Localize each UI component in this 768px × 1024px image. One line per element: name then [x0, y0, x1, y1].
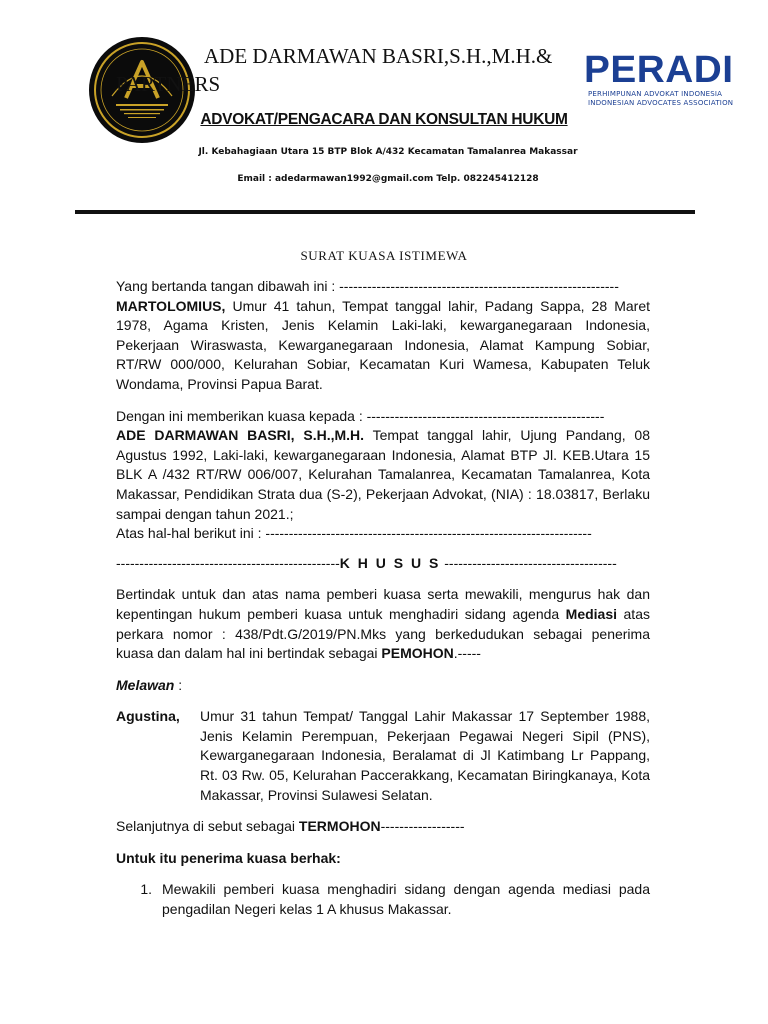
firm-contact: [0, 174, 768, 184]
termohon-text-a: Selanjutnya di sebut sebagai: [116, 818, 299, 835]
termohon-line: [116, 817, 650, 837]
grantee-intro: Dengan ini memberikan kuasa kepada : ---------------------------------------------------: [116, 407, 605, 424]
termohon-role: TERMOHON: [298, 818, 381, 835]
firm-contact-text: Email : adedarmawan1992@gmail.com Telp. 082245412128: [237, 174, 539, 184]
document-body: [116, 277, 650, 920]
peradi-subtitle-id: PERHIMPUNAN ADVOKAT INDONESIA: [588, 90, 723, 98]
versus-colon: :: [174, 676, 183, 693]
grantor-paragraph: [116, 297, 650, 395]
opponent-name: Agustina,: [116, 708, 180, 725]
grantor-intro: Yang bertanda tangan dibawah ini : ------------------------------------------------------------: [116, 278, 619, 294]
document-title: SURAT KUASA ISTIMEWA: [300, 248, 468, 263]
peradi-subtitle-en: INDONESIAN ADVOCATES ASSOCIATION: [588, 99, 734, 107]
grantee-paragraph: [116, 426, 650, 524]
rights-heading-text: Untuk itu penerima kuasa berhak:: [116, 849, 341, 866]
firm-name: [116, 42, 586, 98]
rights-heading: [116, 849, 650, 869]
khusus-word: K H U S U S: [339, 554, 441, 571]
mandate-role: PEMOHON: [381, 645, 454, 662]
peradi-logo: [584, 49, 734, 112]
firm-address: [0, 147, 768, 157]
letterhead-divider: [75, 210, 695, 214]
versus-line: [116, 676, 650, 696]
mandate-paragraph: [116, 585, 650, 663]
mandate-text-a: Bertindak untuk dan atas nama pemberi kuasa serta mewakili, mengurus hak dan kepentingan hukum pemberi kuasa untuk menghadiri sidang agenda: [116, 586, 650, 622]
grantee-name: ADE DARMAWAN BASRI, S.H.,M.H.: [116, 427, 365, 444]
mandate-agenda: Mediasi: [565, 605, 618, 622]
firm-address-text: Jl. Kebahagiaan Utara 15 BTP Blok A/432 Kecamatan Tamalanrea Makassar: [198, 147, 578, 157]
mandate-text-c: .-----: [453, 645, 481, 662]
firm-name-line1: ADE DARMAWAN BASRI,S.H.,M.H.&: [204, 44, 553, 68]
firm-name-line2: PARTNERS: [116, 72, 221, 96]
opponent-details: Umur 31 tahun Tempat/ Tanggal Lahir Makassar 17 September 1988, Jenis Kelamin Perempuan, Pekerjaan Pegawai Negeri Sipil (PNS), Kewarganegaraan Indonesia, Beralamat di Jl Katimbang Lr Pappang, Rt. 03 Rw. 05, Kelurahan Paccerakkang, Kecamatan Biringkanaya, Kota Makassar, Provinsi Sulawesi Selatan.: [200, 708, 650, 803]
mandate-text-b: atas perkara nomor : 438/Pdt.G/2019/PN.Mks yang berkedudukan sebagai penerima kuasa dan dalam hal ini bertindak sebagai: [116, 605, 650, 662]
khusus-dashes-right: -------------------------------------: [440, 554, 617, 571]
matters-intro: Atas hal-hal berikut ini : ----------------------------------------------------------------------: [116, 525, 592, 542]
grantor-details: Umur 41 tahun, Tempat tanggal lahir, Padang Sappa, 28 Maret 1978, Agama Kristen, Jenis Kelamin Laki-laki, kewarganegaraan Indonesia, Pekerjaan Wiraswasta, Kewarganegaraan Indonesia, Alamat Kampung Sobiar, RT/RW 000/000, Kelurahan Sobiar, Kecamatan Kuri Wamesa, Kabupaten Teluk Wondama, Provinsi Papua Barat.: [116, 297, 650, 392]
firm-tagline-text: ADVOKAT/PENGACARA DAN KONSULTAN HUKUM: [200, 111, 568, 128]
opponent-block: [116, 707, 650, 805]
peradi-wordmark: PERADI: [584, 49, 734, 91]
grantor-name: MARTOLOMIUS,: [116, 297, 226, 314]
list-item-number: 1.: [140, 881, 152, 898]
termohon-dashes: ------------------: [380, 818, 465, 835]
firm-tagline: [0, 111, 768, 129]
list-item-text: Mewakili pemberi kuasa menghadiri sidang dengan agenda mediasi pada pengadilan Negeri kelas 1 A khusus Makassar.: [162, 881, 650, 918]
versus-label: Melawan: [116, 676, 175, 693]
list-item: [116, 880, 650, 919]
khusus-heading: [116, 554, 650, 574]
grantee-details: Tempat tanggal lahir, Ujung Pandang, 08 Agustus 1992, Laki-laki, kewarganegaraan Indonesia, Alamat BTP Jl. KEB.Utara 15 BLK A /432 RT/RW 006/007, Kelurahan Tamalanrea, Kecamatan Tamalanrea, Kota Makassar, Pendidikan Strata dua (S-2), Pekerjaan Advokat, (NIA) : 18.03817, Berlaku sampai dengan tahun 2021.;: [116, 427, 650, 522]
khusus-dashes-left: ------------------------------------------------: [116, 554, 340, 571]
